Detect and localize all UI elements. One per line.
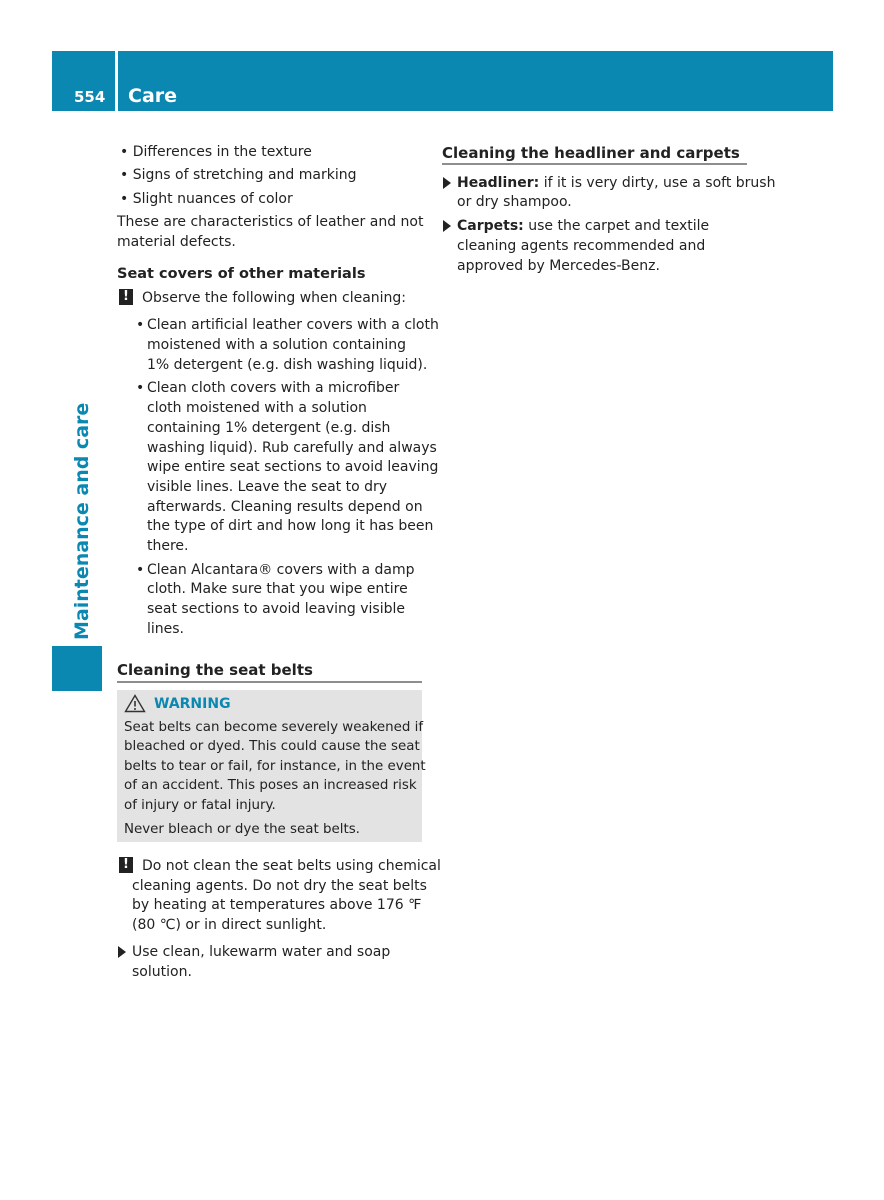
headliner-line: or dry shampoo.	[457, 194, 572, 210]
page-number: 554	[74, 88, 106, 106]
caution-icon: !	[119, 857, 133, 873]
carpets-line: cleaning agents recommended and	[457, 238, 706, 254]
bullet-dot: •	[136, 380, 145, 396]
side-tab-marker	[52, 646, 102, 691]
bullet-line: afterwards. Cleaning results depend on	[147, 499, 423, 515]
bullet-line: cloth. Make sure that you wipe entire	[147, 581, 408, 597]
warning-line: of injury or fatal injury.	[124, 798, 276, 813]
warning-triangle-icon	[124, 694, 146, 713]
heading-rule	[117, 681, 422, 683]
carpets-text: use the carpet and textile	[528, 218, 710, 234]
caution-icon: !	[119, 289, 133, 305]
seat-belts-heading: Cleaning the seat belts	[117, 661, 313, 679]
instruction-line: Use clean, lukewarm water and soap	[132, 944, 391, 960]
chemical-note-line: (80 ℃) or in direct sunlight.	[132, 917, 327, 933]
bullet-line: there.	[147, 538, 189, 554]
section-title: Care	[128, 85, 178, 107]
carpets-line	[457, 217, 709, 237]
warning-line: belts to tear or fail, for instance, in the event	[124, 759, 426, 774]
bullet-stretching: • Signs of stretching and marking	[120, 167, 357, 183]
headliner-text: if it is very dirty, use a soft brush	[543, 175, 776, 191]
warning-line: bleached or dyed. This could cause the seat	[124, 739, 420, 754]
carpets-line: approved by Mercedes-Benz.	[457, 258, 660, 274]
bullet-line: 1% detergent (e.g. dish washing liquid).	[147, 357, 428, 373]
warning-line: Seat belts can become severely weakened if	[124, 720, 424, 735]
bullet-line: cloth moistened with a solution	[147, 400, 367, 416]
headliner-carpets-heading: Cleaning the headliner and carpets	[442, 144, 740, 162]
header-bar	[118, 51, 833, 111]
characteristics-text-line: material defects.	[117, 234, 236, 250]
instruction-arrow-icon	[118, 946, 126, 958]
bullet-line: wipe entire seat sections to avoid leaving	[147, 459, 439, 475]
bullet-dot: •	[120, 144, 133, 160]
bullet-line: containing 1% detergent (e.g. dish	[147, 420, 391, 436]
bullet-line: Clean artificial leather covers with a cloth	[147, 317, 439, 333]
bullet-texture: • Differences in the texture	[120, 144, 312, 160]
bullet-line: lines.	[147, 621, 185, 637]
seat-covers-heading: Seat covers of other materials	[117, 266, 366, 282]
instruction-line: solution.	[132, 964, 192, 980]
bullet-line: moistened with a solution containing	[147, 337, 406, 353]
warning-title: WARNING	[154, 696, 231, 712]
bullet-dot: •	[136, 562, 145, 578]
bullet-line: Clean Alcantara® covers with a damp	[147, 562, 415, 578]
bullet-line: the type of dirt and how long it has been	[147, 518, 434, 534]
bullet-color: • Slight nuances of color	[120, 191, 293, 207]
warning-final: Never bleach or dye the seat belts.	[124, 822, 360, 837]
bullet-line: seat sections to avoid leaving visible	[147, 601, 405, 617]
bullet-dot: •	[120, 191, 133, 207]
carpets-label: Carpets:	[457, 218, 524, 234]
bullet-line: visible lines. Leave the seat to dry	[147, 479, 388, 495]
characteristics-text-line: These are characteristics of leather and not	[117, 214, 424, 230]
heading-rule	[442, 163, 747, 165]
bullet-dot: •	[136, 317, 145, 333]
bullet-line: washing liquid). Rub carefully and always	[147, 440, 437, 456]
headliner-line	[457, 174, 775, 194]
chemical-note-line: Do not clean the seat belts using chemical	[142, 858, 441, 874]
bullet-dot: •	[120, 167, 133, 183]
bullet-line: Clean cloth covers with a microfiber	[147, 380, 400, 396]
side-tab-label: Maintenance and care	[71, 402, 93, 640]
chemical-note-line: by heating at temperatures above 176 ℉	[132, 897, 422, 913]
observe-note: Observe the following when cleaning:	[142, 290, 407, 306]
chemical-note-line: cleaning agents. Do not dry the seat belts	[132, 878, 427, 894]
headliner-label: Headliner:	[457, 175, 540, 191]
warning-line: of an accident. This poses an increased risk	[124, 778, 417, 793]
instruction-arrow-icon	[443, 220, 451, 232]
instruction-arrow-icon	[443, 177, 451, 189]
